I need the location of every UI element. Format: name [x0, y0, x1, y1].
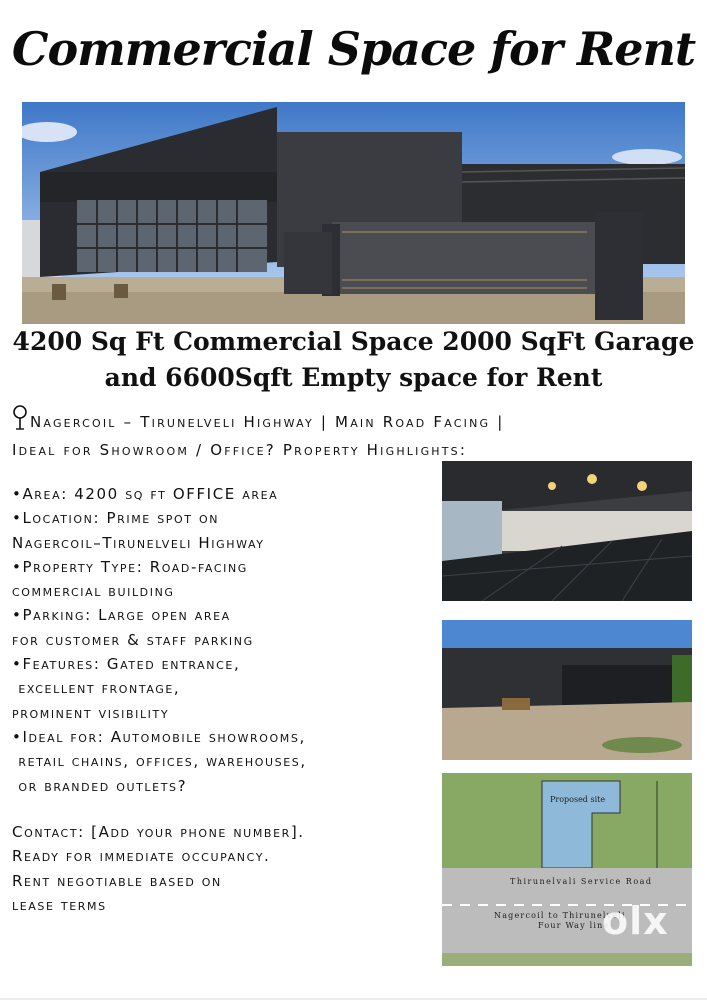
list-item: commercial building [12, 582, 175, 601]
list-item: •Property Type: Road-facing [12, 557, 248, 576]
list-item: prominent visibility [12, 703, 170, 722]
location-block [12, 405, 702, 462]
headline-line-1: 4200 Sq Ft Commercial Space 2000 SqFt Garage [12, 327, 695, 356]
location-pin-icon [12, 405, 28, 438]
list-item: retail chains, offices, warehouses, [12, 752, 307, 771]
headline [10, 324, 697, 396]
list-item: •Ideal for: Automobile showrooms, [12, 727, 306, 746]
contact-line: Contact: [Add your phone number]. [12, 823, 305, 841]
list-item: •Features: Gated entrance, [12, 655, 241, 674]
four-way-label-2: Four Way line [538, 921, 610, 930]
list-item: for customer & staff parking [12, 630, 254, 649]
location-line-1: Nagercoil – Tirunelveli Highway | Main Road Facing | [30, 413, 505, 431]
contact-block [12, 820, 437, 917]
list-item: •Parking: Large open area [12, 606, 231, 625]
site-map [442, 773, 692, 966]
list-item: •Area: 4200 sq ft OFFICE area [12, 485, 279, 503]
olx-watermark: olx [602, 899, 669, 943]
proposed-site-label: Proposed site [550, 795, 606, 804]
building-exterior-illustration [22, 102, 685, 324]
page-title: Commercial Space for Rent [11, 22, 696, 76]
four-way-label-1: Nagercoil to Thirunelveli [494, 911, 626, 920]
interior-photo [442, 461, 692, 601]
contact-line: lease terms [12, 895, 107, 914]
list-item: •Location: Prime spot on [12, 509, 220, 528]
yard-photo [442, 620, 692, 760]
location-line-2: Ideal for Showroom / Office? Property Highlights: [12, 441, 468, 459]
contact-line: Ready for immediate occupancy. [12, 847, 271, 866]
headline-line-2: and 6600Sqft Empty space for Rent [104, 363, 603, 392]
list-item: or branded outlets? [12, 776, 188, 795]
contact-line: Rent negotiable based on [12, 871, 222, 890]
list-item: excellent frontage, [12, 679, 181, 698]
highlights-list [12, 482, 437, 798]
list-item: Nagercoil–Tirunelveli Highway [12, 533, 265, 552]
service-road-label: Thirunelvali Service Road [510, 877, 653, 886]
building-exterior-photo [22, 102, 685, 324]
